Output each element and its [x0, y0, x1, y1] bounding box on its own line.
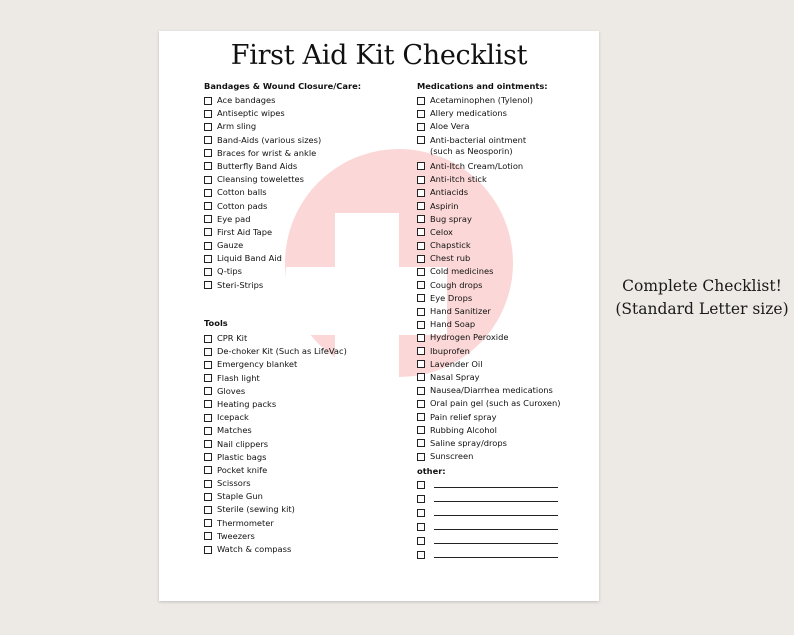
item-label: Bug spray: [430, 213, 472, 224]
tools-item: [204, 544, 404, 557]
checkbox[interactable]: [417, 334, 425, 342]
tools-list: [204, 333, 404, 557]
bandages-item: [204, 95, 404, 108]
tools-item: [204, 465, 404, 478]
checkbox[interactable]: [204, 532, 212, 540]
bandages-item: [204, 280, 404, 293]
item-label: Q-tips: [217, 266, 242, 277]
item-label: Ibuprofen: [430, 345, 470, 356]
medications-item: [417, 266, 597, 279]
checkbox[interactable]: [204, 546, 212, 554]
checkbox[interactable]: [417, 413, 425, 421]
item-label: Aspirin: [430, 200, 459, 211]
checkbox[interactable]: [204, 414, 212, 422]
tools-item: [204, 491, 404, 504]
checkbox[interactable]: [204, 123, 212, 131]
bandages-item: [204, 253, 404, 266]
bandages-item: [204, 148, 404, 161]
checkbox[interactable]: [204, 440, 212, 448]
item-label: Nasal Spray: [430, 371, 480, 382]
medications-item: [417, 346, 597, 359]
item-label: Sunscreen: [430, 451, 474, 462]
medications-item: [417, 319, 597, 332]
item-label: Cold medicines: [430, 266, 494, 277]
checkbox[interactable]: [417, 400, 425, 408]
medications-item: [417, 240, 597, 253]
medications-item: [417, 293, 597, 306]
tools-item: [204, 412, 404, 425]
checkbox[interactable]: [417, 123, 425, 131]
tools-item: [204, 504, 404, 517]
checklist-page: [159, 31, 599, 601]
item-label: Cotton pads: [217, 200, 268, 211]
checkbox[interactable]: [204, 268, 212, 276]
checkbox[interactable]: [417, 202, 425, 210]
bandages-item: [204, 227, 404, 240]
medications-item: [417, 187, 597, 200]
medications-item: [417, 253, 597, 266]
bandages-item: [204, 174, 404, 187]
other-item: [417, 507, 597, 521]
checkbox[interactable]: [417, 176, 425, 184]
blank-line[interactable]: [434, 507, 558, 516]
checkbox[interactable]: [417, 136, 425, 144]
item-label: Ace bandages: [217, 95, 276, 105]
item-label: First Aid Tape: [217, 226, 273, 237]
medications-item: [417, 214, 597, 227]
medications-item: [417, 227, 597, 240]
item-label: Hand Sanitizer: [430, 306, 491, 317]
item-label: Hydrogen Peroxide: [430, 332, 509, 343]
item-label: Heating packs: [217, 398, 277, 409]
item-label: Chapstick: [430, 240, 471, 251]
medications-item: [417, 398, 597, 411]
item-label: Lavender Oil: [430, 358, 483, 369]
bandages-item: [204, 187, 404, 200]
item-label: Gloves: [217, 385, 246, 396]
item-label: Anti-itch stick: [430, 174, 487, 185]
item-label: Saline spray/drops: [430, 437, 507, 448]
tools-item: [204, 399, 404, 412]
item-label: Band-Aids (various sizes): [217, 134, 322, 145]
checkbox[interactable]: [417, 523, 425, 531]
item-label: Matches: [217, 425, 252, 436]
item-label: Pain relief spray: [430, 411, 497, 422]
checkbox[interactable]: [204, 162, 212, 170]
medications-item: [417, 306, 597, 319]
checkbox[interactable]: [204, 110, 212, 118]
other-item: [417, 535, 597, 549]
checkbox[interactable]: [204, 361, 212, 369]
tools-item: [204, 359, 404, 372]
checkbox[interactable]: [417, 439, 425, 447]
medications-item: [417, 451, 597, 464]
bandages-item: [204, 108, 404, 121]
item-label: De-choker Kit (Such as LifeVac): [217, 346, 347, 357]
tools-item: [204, 452, 404, 465]
item-label: Icepack: [217, 412, 249, 423]
tools-item: [204, 346, 404, 359]
checkbox[interactable]: [417, 347, 425, 355]
bandages-heading: Bandages & Wound Closure/Care:: [204, 81, 362, 91]
checkbox[interactable]: [204, 215, 212, 223]
checkbox[interactable]: [204, 427, 212, 435]
tools-item: [204, 386, 404, 399]
checkbox[interactable]: [204, 136, 212, 144]
checkbox[interactable]: [417, 294, 425, 302]
medications-heading: Medications and ointments:: [417, 81, 548, 91]
medications-item: [417, 438, 597, 451]
checkbox[interactable]: [417, 242, 425, 250]
item-label: Emergency blanket: [217, 359, 298, 370]
checkbox[interactable]: [204, 335, 212, 343]
other-heading: other:: [417, 466, 446, 476]
tools-item: [204, 478, 404, 491]
bandages-item: [204, 240, 404, 253]
medications-item: [417, 135, 597, 161]
item-label: Chest rub: [430, 253, 471, 264]
checkbox[interactable]: [204, 255, 212, 263]
checkbox[interactable]: [204, 281, 212, 289]
item-label: Butterfly Band Aids: [217, 160, 298, 171]
item-label: Watch & compass: [217, 544, 292, 554]
tools-item: [204, 373, 404, 386]
item-label: Antiacids: [430, 187, 469, 198]
checkbox[interactable]: [204, 519, 212, 527]
item-label: Sterile (sewing kit): [217, 504, 295, 515]
checkbox[interactable]: [204, 97, 212, 105]
item-label: Allery medications: [430, 108, 507, 119]
medications-item: [417, 95, 597, 108]
checkbox[interactable]: [204, 480, 212, 488]
checkbox[interactable]: [417, 537, 425, 545]
checkbox[interactable]: [417, 189, 425, 197]
item-label: Braces for wrist & ankle: [217, 147, 317, 158]
item-label: Flash light: [217, 372, 260, 383]
checkbox[interactable]: [417, 509, 425, 517]
checkbox[interactable]: [417, 97, 425, 105]
checkbox[interactable]: [204, 387, 212, 395]
checkbox[interactable]: [204, 348, 212, 356]
item-label: Nausea/Diarrhea medications: [430, 385, 553, 396]
checkbox[interactable]: [417, 255, 425, 263]
item-label: Oral pain gel (such as Curoxen): [430, 398, 561, 409]
bandages-item: [204, 121, 404, 134]
medications-item: [417, 280, 597, 293]
checkbox[interactable]: [204, 242, 212, 250]
bandages-item: [204, 201, 404, 214]
bandages-item: [204, 135, 404, 148]
checkbox[interactable]: [417, 495, 425, 503]
checkbox[interactable]: [417, 228, 425, 236]
checkbox[interactable]: [417, 426, 425, 434]
item-label: Arm sling: [217, 121, 257, 132]
medications-item: [417, 372, 597, 385]
medications-item: [417, 359, 597, 372]
checkbox[interactable]: [417, 387, 425, 395]
item-label: Anti-Itch Cream/Lotion: [430, 160, 524, 171]
checkbox[interactable]: [417, 268, 425, 276]
item-label: Liquid Band Aid: [217, 253, 282, 264]
blank-line[interactable]: [434, 535, 558, 544]
checkbox[interactable]: [417, 481, 425, 489]
checkbox[interactable]: [417, 551, 425, 559]
medications-item: [417, 121, 597, 134]
item-label: Scissors: [217, 478, 251, 489]
bandages-item: [204, 266, 404, 279]
item-label: Pocket knife: [217, 464, 268, 475]
other-item: [417, 479, 597, 493]
other-list: [417, 479, 597, 563]
checkbox[interactable]: [204, 149, 212, 157]
tools-item: [204, 333, 404, 346]
checkbox[interactable]: [417, 110, 425, 118]
item-label: Hand Soap: [430, 319, 476, 330]
bandages-item: [204, 161, 404, 174]
item-label: Eye Drops: [430, 292, 473, 303]
item-label: Thermometer: [217, 517, 274, 528]
checkbox[interactable]: [417, 360, 425, 368]
tools-item: [204, 425, 404, 438]
page-title: First Aid Kit Checklist: [230, 40, 528, 71]
checkbox[interactable]: [204, 493, 212, 501]
blank-line[interactable]: [434, 493, 558, 502]
checkbox[interactable]: [417, 281, 425, 289]
item-label: Cotton balls: [217, 187, 267, 198]
checkbox[interactable]: [417, 321, 425, 329]
item-label: CPR Kit: [217, 333, 248, 343]
other-item: [417, 521, 597, 535]
medications-item: [417, 385, 597, 398]
item-label: Rubbing Alcohol: [430, 424, 497, 435]
bandages-item: [204, 214, 404, 227]
checkbox[interactable]: [204, 506, 212, 514]
checkbox[interactable]: [204, 202, 212, 210]
caption: [611, 275, 793, 321]
caption-line-1: Complete Checklist!: [622, 277, 782, 295]
item-label: Plastic bags: [217, 451, 267, 462]
item-label: Staple Gun: [217, 491, 263, 502]
checkbox[interactable]: [204, 400, 212, 408]
checkbox[interactable]: [204, 189, 212, 197]
item-label: Celox: [430, 226, 453, 237]
checkbox[interactable]: [417, 373, 425, 381]
medications-item: [417, 412, 597, 425]
checkbox[interactable]: [204, 228, 212, 236]
checkbox[interactable]: [204, 466, 212, 474]
caption-line-2: (Standard Letter size): [615, 300, 789, 318]
checkbox[interactable]: [204, 453, 212, 461]
item-label: Cleansing towelettes: [217, 174, 304, 185]
other-item: [417, 549, 597, 563]
checkbox[interactable]: [417, 215, 425, 223]
tools-item: [204, 518, 404, 531]
blank-line[interactable]: [434, 479, 558, 488]
tools-item: [204, 531, 404, 544]
item-label: Tweezers: [217, 530, 255, 541]
other-item: [417, 493, 597, 507]
bandages-list: [204, 95, 404, 293]
checkbox[interactable]: [204, 176, 212, 184]
checkbox[interactable]: [204, 374, 212, 382]
medications-item: [417, 201, 597, 214]
medications-item: [417, 174, 597, 187]
item-label: Cough drops: [430, 279, 483, 290]
tools-heading: Tools: [204, 318, 228, 328]
medications-item: [417, 108, 597, 121]
checkbox[interactable]: [417, 453, 425, 461]
item-label: Aloe Vera: [430, 121, 470, 132]
medications-item: [417, 425, 597, 438]
item-label: Acetaminophen (Tylenol): [430, 95, 533, 105]
item-label: Antiseptic wipes: [217, 108, 285, 119]
item-label: Eye pad: [217, 213, 251, 224]
medications-list: [417, 95, 597, 464]
item-label: Gauze: [217, 240, 244, 251]
item-label: Nail clippers: [217, 438, 269, 449]
tools-item: [204, 439, 404, 452]
checkbox[interactable]: [417, 162, 425, 170]
item-label: Anti-bacterial ointment (such as Neosporin): [430, 134, 527, 156]
medications-item: [417, 332, 597, 345]
checkbox[interactable]: [417, 308, 425, 316]
medications-item: [417, 161, 597, 174]
blank-line[interactable]: [434, 549, 558, 558]
item-label: Steri-Strips: [217, 279, 264, 290]
blank-line[interactable]: [434, 521, 558, 530]
